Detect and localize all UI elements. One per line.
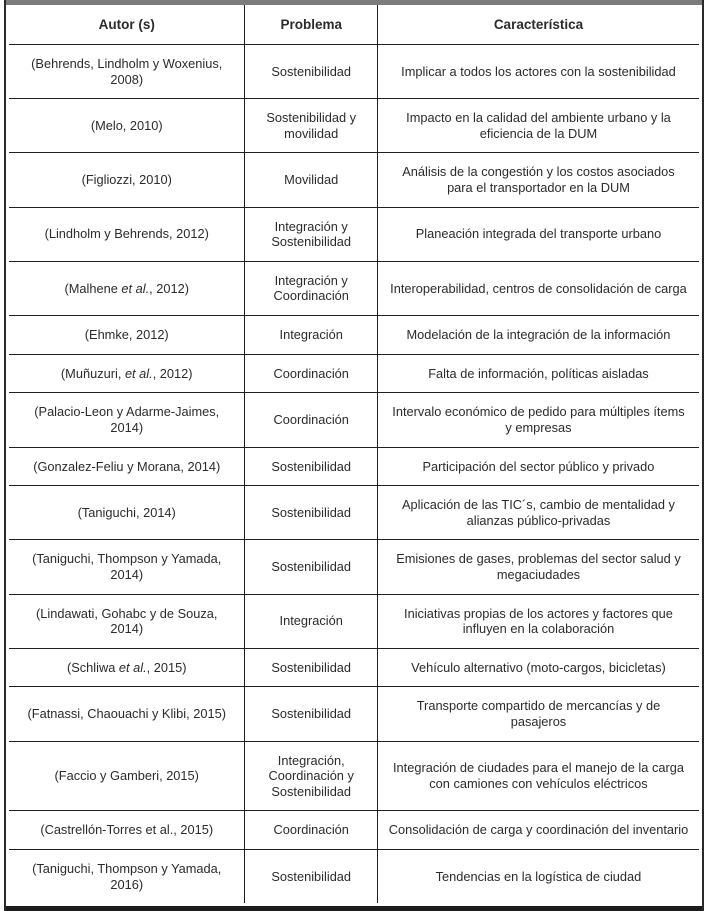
literature-review-table	[9, 5, 699, 903]
bottom-border-bar	[6, 906, 702, 911]
cell-problema: Sostenibilidad y movilidad	[245, 99, 377, 153]
cell-caracteristica: Iniciativas propias de los actores y factores que influyen en la colaboración	[377, 594, 699, 648]
cell-caracteristica: Integración de ciudades para el manejo de la carga con camiones con vehículos eléctricos	[377, 741, 699, 811]
cell-caracteristica: Consolidación de carga y coordinación del inventario	[377, 811, 699, 850]
cell-caracteristica: Intervalo económico de pedido para múltiples ítems y empresas	[377, 393, 699, 447]
table-body	[9, 45, 699, 904]
table-row	[9, 741, 699, 811]
table-row	[9, 316, 699, 355]
cell-caracteristica: Aplicación de las TIC´s, cambio de mentalidad y alianzas público-privadas	[377, 486, 699, 540]
cell-autor: (Melo, 2010)	[9, 99, 245, 153]
table-row	[9, 45, 699, 99]
cell-problema: Sostenibilidad	[245, 447, 377, 486]
header-row	[9, 5, 699, 45]
cell-caracteristica: Planeación integrada del transporte urbano	[377, 207, 699, 261]
cell-autor: (Lindholm y Behrends, 2012)	[9, 207, 245, 261]
column-header-caracteristica: Característica	[377, 5, 699, 45]
cell-autor: (Malhene et al., 2012)	[9, 261, 245, 315]
cell-problema: Coordinación	[245, 393, 377, 447]
table-row	[9, 540, 699, 594]
cell-autor: (Gonzalez-Feliu y Morana, 2014)	[9, 447, 245, 486]
cell-problema: Movilidad	[245, 153, 377, 207]
table-row	[9, 354, 699, 393]
cell-caracteristica: Transporte compartido de mercancías y de pasajeros	[377, 687, 699, 741]
column-header-problema: Problema	[245, 5, 377, 45]
table-row	[9, 486, 699, 540]
cell-problema: Integración, Coordinación y Sostenibilidad	[245, 741, 377, 811]
cell-caracteristica: Tendencias en la logística de ciudad	[377, 850, 699, 904]
cell-caracteristica: Implicar a todos los actores con la sostenibilidad	[377, 45, 699, 99]
cell-caracteristica: Modelación de la integración de la información	[377, 316, 699, 355]
cell-problema: Sostenibilidad	[245, 648, 377, 687]
cell-caracteristica: Participación del sector público y privado	[377, 447, 699, 486]
cell-autor: (Behrends, Lindholm y Woxenius, 2008)	[9, 45, 245, 99]
cell-autor: (Faccio y Gamberi, 2015)	[9, 741, 245, 811]
table-row	[9, 261, 699, 315]
cell-autor: (Castrellón-Torres et al., 2015)	[9, 811, 245, 850]
table-row	[9, 850, 699, 904]
cell-problema: Sostenibilidad	[245, 850, 377, 904]
cell-autor: (Lindawati, Gohabc y de Souza, 2014)	[9, 594, 245, 648]
cell-caracteristica: Falta de información, políticas aisladas	[377, 354, 699, 393]
table-row	[9, 207, 699, 261]
table-row	[9, 648, 699, 687]
table-row	[9, 594, 699, 648]
cell-autor: (Taniguchi, 2014)	[9, 486, 245, 540]
cell-autor: (Fatnassi, Chaouachi y Klibi, 2015)	[9, 687, 245, 741]
cell-problema: Integración	[245, 594, 377, 648]
cell-problema: Coordinación	[245, 811, 377, 850]
cell-problema: Sostenibilidad	[245, 45, 377, 99]
cell-autor: (Muñuzuri, et al., 2012)	[9, 354, 245, 393]
cell-caracteristica: Interoperabilidad, centros de consolidación de carga	[377, 261, 699, 315]
table-row	[9, 811, 699, 850]
cell-caracteristica: Emisiones de gases, problemas del sector salud y megaciudades	[377, 540, 699, 594]
cell-autor: (Taniguchi, Thompson y Yamada, 2016)	[9, 850, 245, 904]
cell-problema: Sostenibilidad	[245, 540, 377, 594]
table-row	[9, 687, 699, 741]
cell-problema: Integración y Coordinación	[245, 261, 377, 315]
cell-problema: Sostenibilidad	[245, 486, 377, 540]
table-row	[9, 393, 699, 447]
column-header-autor: Autor (s)	[9, 5, 245, 45]
cell-autor: (Schliwa et al., 2015)	[9, 648, 245, 687]
cell-autor: (Ehmke, 2012)	[9, 316, 245, 355]
paper-table-figure	[4, 0, 704, 911]
table-row	[9, 153, 699, 207]
cell-problema: Sostenibilidad	[245, 687, 377, 741]
cell-problema: Integración	[245, 316, 377, 355]
cell-caracteristica: Análisis de la congestión y los costos asociados para el transportador en la DUM	[377, 153, 699, 207]
cell-caracteristica: Impacto en la calidad del ambiente urbano y la eficiencia de la DUM	[377, 99, 699, 153]
table-row	[9, 447, 699, 486]
cell-problema: Coordinación	[245, 354, 377, 393]
cell-autor: (Palacio-Leon y Adarme-Jaimes, 2014)	[9, 393, 245, 447]
cell-autor: (Taniguchi, Thompson y Yamada, 2014)	[9, 540, 245, 594]
cell-problema: Integración y Sostenibilidad	[245, 207, 377, 261]
cell-autor: (Figliozzi, 2010)	[9, 153, 245, 207]
table-row	[9, 99, 699, 153]
cell-caracteristica: Vehículo alternativo (moto-cargos, bicicletas)	[377, 648, 699, 687]
